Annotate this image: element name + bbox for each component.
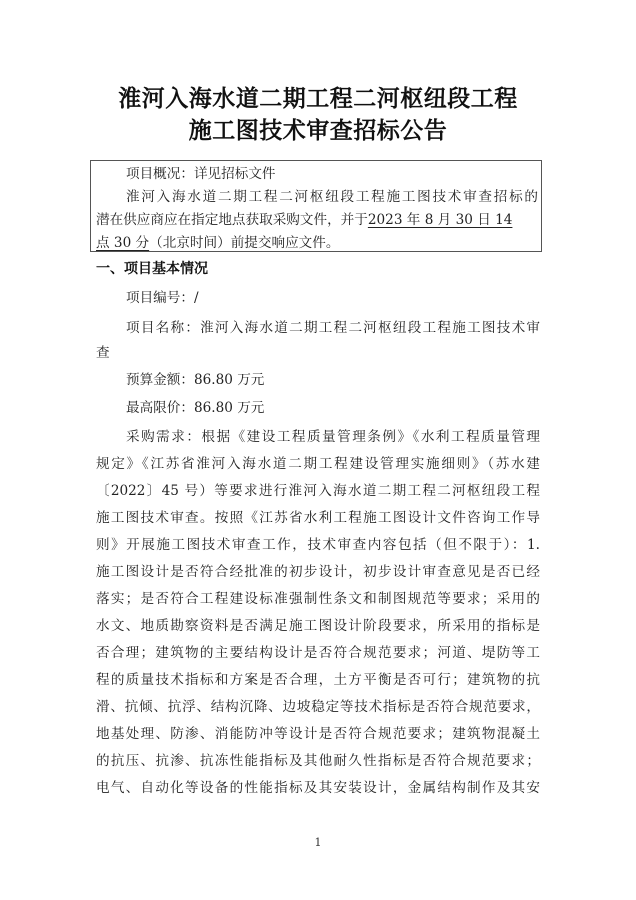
project-name-line-1: 项目名称：淮河入海水道二期工程二河枢纽段工程施工图技术审	[126, 320, 540, 336]
project-number: 项目编号：/	[126, 290, 199, 306]
max-price: 最高限价：86.80 万元	[126, 400, 265, 416]
section-heading-basic-info: 一、项目基本情况	[96, 261, 208, 277]
requirements-line: 施工图设计是否符合经批准的初步设计，初步设计审查意见是否已经	[96, 564, 540, 580]
requirements-line: 施工图技术审查。按照《江苏省水利工程施工图设计文件咨询工作导	[96, 510, 540, 526]
summary-text-line-2	[96, 210, 540, 230]
requirements-line: 电气、自动化等设备的性能指标及其安装设计，金属结构制作及其安	[96, 780, 540, 796]
requirements-line: 滑、抗倾、抗浮、结构沉降、边坡稳定等技术指标是否符合规范要求，	[96, 699, 540, 715]
summary-text-line-3	[96, 233, 339, 253]
requirements-line: 采购需求：根据《建设工程质量管理条例》《水利工程质量管理	[126, 429, 540, 445]
submission-deadline-time: 点 30 分	[96, 235, 150, 251]
requirements-line: 落实；是否符合工程建设标准强制性条文和制图规范等要求；采用的	[96, 591, 540, 607]
page-number: 1	[314, 836, 322, 849]
requirements-line: 水文、地质勘察资料是否满足施工图设计阶段要求，所采用的指标是	[96, 618, 540, 634]
summary-text-suffix: （北京时间）前提交响应文件。	[149, 235, 340, 251]
requirements-line: 的抗压、抗渗、抗冻性能指标及其他耐久性指标是否符合规范要求；	[96, 753, 540, 769]
summary-text-prefix: 潜在供应商应在指定地点获取采购文件，并于	[96, 212, 368, 228]
document-title-line-1: 淮河入海水道二期工程二河枢纽段工程	[118, 85, 518, 112]
requirements-line: 否合理；建筑物的主要结构设计是否符合规范要求；河道、堤防等工	[96, 645, 540, 661]
summary-text-line-1: 淮河入海水道二期工程二河枢纽段工程施工图技术审查招标的	[126, 189, 538, 205]
project-name-line-2: 查	[96, 345, 110, 361]
summary-overview: 项目概况：详见招标文件	[126, 166, 276, 182]
requirements-line: 程的质量技术指标和方案是否合理，土方平衡是否可行；建筑物的抗	[96, 672, 540, 688]
document-title-line-2: 施工图技术审查招标公告	[188, 117, 448, 144]
requirements-line: 地基处理、防渗、消能防冲等设计是否符合规范要求；建筑物混凝土	[96, 726, 540, 742]
requirements-line: 则》开展施工图技术审查工作，技术审查内容包括（但不限于）：1.	[96, 537, 540, 553]
budget-amount: 预算金额：86.80 万元	[126, 372, 265, 388]
requirements-line: 规定》《江苏省淮河入海水道二期工程建设管理实施细则》（苏水建	[96, 456, 540, 472]
submission-deadline-date: 2023 年 8 月 30 日 14	[367, 212, 513, 228]
requirements-line: 〔2022〕45 号）等要求进行淮河入海水道二期工程二河枢纽段工程	[96, 483, 540, 499]
